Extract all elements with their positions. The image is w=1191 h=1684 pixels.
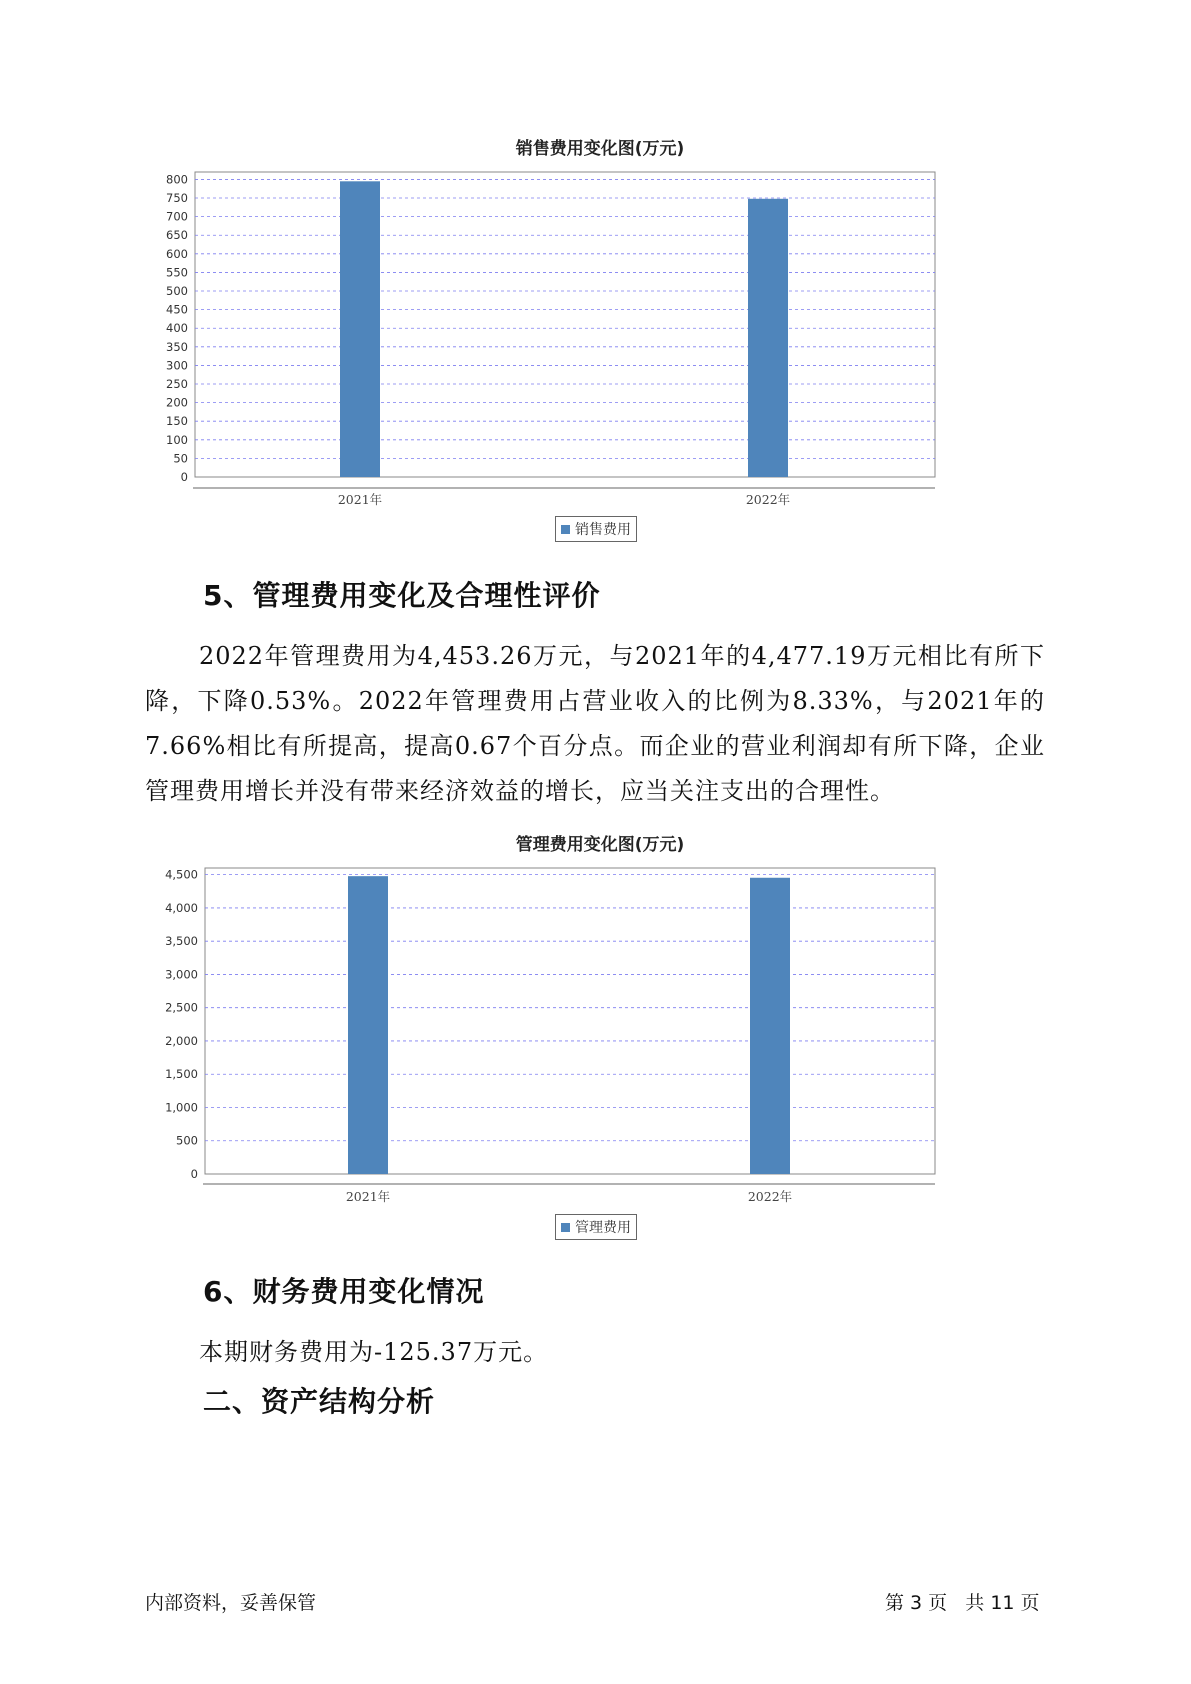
legend-label: 销售费用 xyxy=(575,522,631,538)
y-tick-label: 400 xyxy=(166,321,188,336)
y-tick-label: 100 xyxy=(166,432,188,447)
legend-swatch xyxy=(561,525,570,534)
chart-legend xyxy=(555,1214,637,1240)
y-tick-label: 3,500 xyxy=(165,934,198,949)
y-tick-label: 750 xyxy=(166,191,188,206)
part-2-heading: 二、资产结构分析 xyxy=(203,1385,436,1418)
x-tick-label: 2022年 xyxy=(747,1189,793,1204)
legend-swatch xyxy=(561,1223,570,1232)
section-6-paragraph xyxy=(145,1330,1045,1375)
y-tick-label: 350 xyxy=(166,339,188,354)
y-tick-label: 500 xyxy=(176,1133,198,1148)
y-tick-label: 0 xyxy=(190,1167,198,1181)
section-6-heading: 6、财务费用变化情况 xyxy=(203,1275,485,1308)
chart-legend xyxy=(555,516,637,542)
legend-label: 管理费用 xyxy=(575,1220,631,1236)
section-5-heading: 5、管理费用变化及合理性评价 xyxy=(203,579,601,612)
bar-2021年 xyxy=(340,181,380,477)
y-tick-label: 550 xyxy=(166,265,188,280)
bar-2022年 xyxy=(748,199,788,477)
footer-left: 内部资料，妥善保管 xyxy=(145,1592,317,1614)
plot-frame xyxy=(195,172,935,477)
bar-2022年 xyxy=(750,878,790,1174)
y-tick-label: 50 xyxy=(173,451,188,466)
footer-page-number: 第 3 页 共 11 页 xyxy=(885,1592,1040,1614)
y-tick-label: 1,500 xyxy=(165,1067,198,1082)
sales-expense-plot xyxy=(150,130,1050,510)
y-tick-label: 4,000 xyxy=(165,900,198,915)
sales-expense-chart xyxy=(150,130,1050,550)
y-tick-label: 450 xyxy=(166,302,188,317)
chart-title: 销售费用变化图(万元) xyxy=(515,139,685,159)
y-tick-label: 800 xyxy=(166,172,188,187)
admin-expense-chart xyxy=(150,826,1050,1246)
y-tick-label: 2,500 xyxy=(165,1000,198,1015)
y-tick-label: 300 xyxy=(166,358,188,373)
admin-expense-plot xyxy=(150,826,1050,1206)
y-tick-label: 500 xyxy=(166,284,188,299)
y-tick-label: 0 xyxy=(180,470,188,484)
bar-2021年 xyxy=(348,876,388,1174)
y-tick-label: 2,000 xyxy=(165,1033,198,1048)
section-5-text: 2022年管理费用为4,453.26万元，与2021年的4,477.19万元相比有所下降，下降0.53%。2022年管理费用占营业收入的比例为8.33%，与2021年的7.66%相比有所提高，提高0.67个百分点。而企业的营业利润却有所下降，企业管理费用增长并没有带来经济效益的增长，应当关注支出的合理性。 xyxy=(145,642,1045,805)
y-tick-label: 700 xyxy=(166,209,188,224)
x-tick-label: 2021年 xyxy=(337,492,383,507)
y-tick-label: 150 xyxy=(166,414,188,429)
x-tick-label: 2021年 xyxy=(345,1189,391,1204)
plot-frame xyxy=(205,868,935,1174)
y-tick-label: 1,000 xyxy=(165,1100,198,1115)
y-tick-label: 600 xyxy=(166,246,188,261)
chart-title: 管理费用变化图(万元) xyxy=(515,835,685,855)
x-tick-label: 2022年 xyxy=(745,492,791,507)
y-tick-label: 200 xyxy=(166,395,188,410)
y-tick-label: 4,500 xyxy=(165,867,198,882)
section-6-text: 本期财务费用为-125.37万元。 xyxy=(199,1338,549,1366)
y-tick-label: 650 xyxy=(166,228,188,243)
section-5-paragraph xyxy=(145,634,1045,814)
y-tick-label: 3,000 xyxy=(165,967,198,982)
y-tick-label: 250 xyxy=(166,377,188,392)
